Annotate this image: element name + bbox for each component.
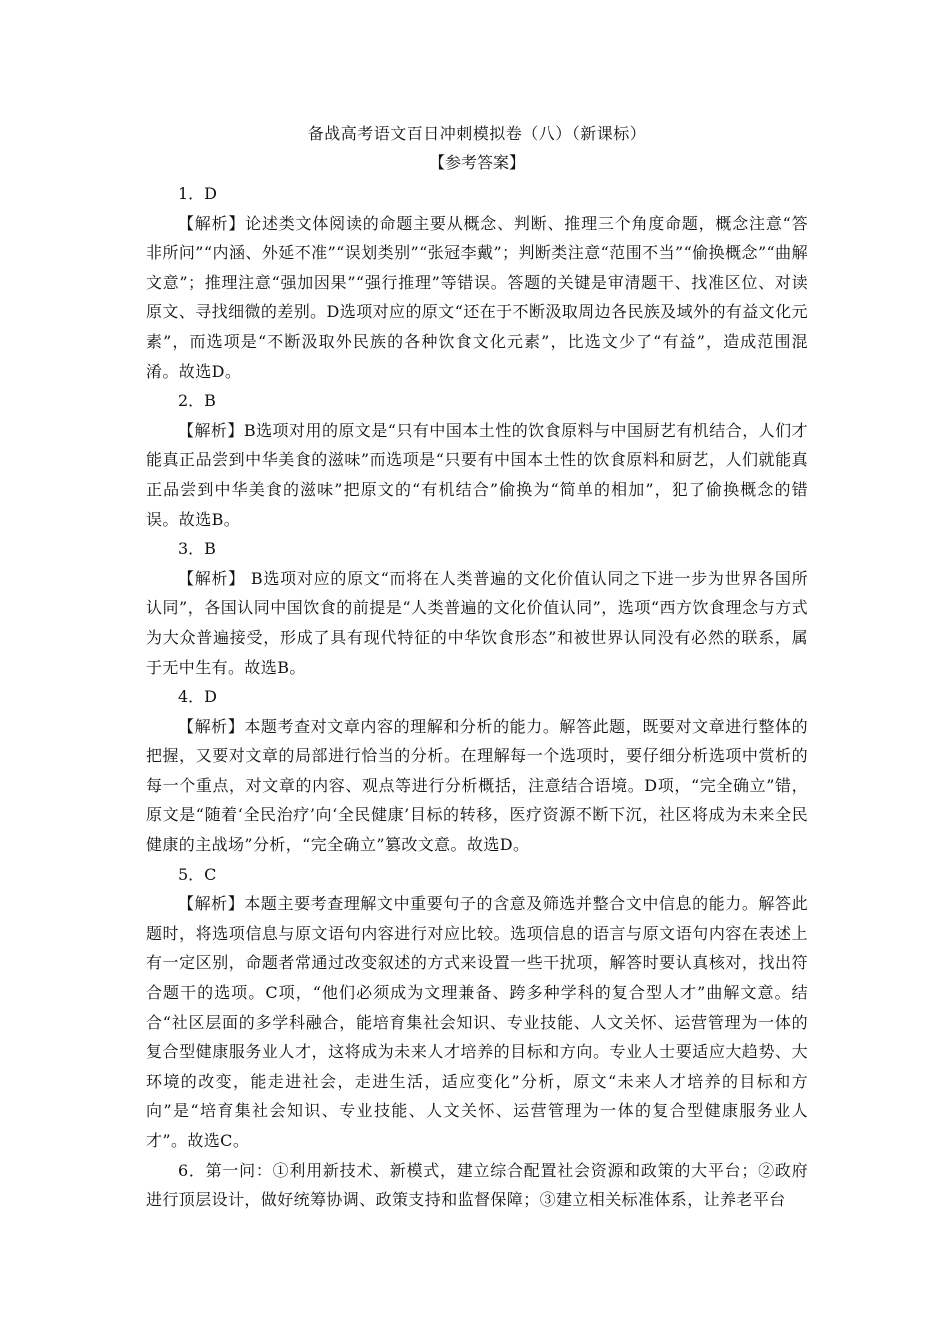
- analysis-5: 【解析】本题主要考查理解文中重要句子的含意及筛选并整合文中信息的能力。解答此题时，将选项信息与原文语句内容进行对应比较。选项信息的语言与原文语句内容在表述上有一定区别，命题者常通过改变叙述的方式来设置一些干扰项，解答时要认真核对，找出符合题干的选项。C项，“他们必须成为文理兼备、跨多种学科的复合型人才”曲解文意。结合“社区层面的多学科融合，能培育集社会知识、专业技能、人文关怀、运营管理为一体的复合型健康服务业人才，这将成为未来人才培养的目标和方向。专业人士要适应大趋势、大环境的改变，能走进社会，走进生活，适应变化”分析，原文“未来人才培养的目标和方向”是“培育集社会知识、专业技能、人文关怀、运营管理为一体的复合型健康服务业人才”。故选C。: [146, 894, 808, 1150]
- answer-4: 4．D: [178, 687, 218, 707]
- analysis-1: 【解析】论述类文体阅读的命题主要从概念、判断、推理三个角度命题，概念注意“答非所问”“内涵、外延不准”“误划类别”“张冠李戴”；判断类注意“范围不当”“偷换概念”“曲解文意”；推理注意“强加因果”“强行推理”等错误。答题的关键是审清题干、找准区位、对读原文、寻找细微的差别。D选项对应的原文“还在于不断汲取周边各民族及域外的有益文化元素”，而选项是“不断汲取外民族的各种饮食文化元素”，比选文少了“有益”，造成范围混淆。故选D。: [146, 213, 808, 381]
- question-6-answer: 6．第一问：①利用新技术、新模式，建立综合配置社会资源和政策的大平台；②政府进行顶层设计，做好统筹协调、政策支持和监督保障；③建立相关标准体系，让养老平台: [146, 1160, 808, 1210]
- answer-2: 2．B: [178, 391, 216, 411]
- answer-3: 3．B: [178, 539, 216, 559]
- analysis-4: 【解析】本题考查对文章内容的理解和分析的能力。解答此题，既要对文章进行整体的把握，又要对文章的局部进行恰当的分析。在理解每一个选项时，要仔细分析选项中赏析的每一个重点，对文章的内容、观点等进行分析概括，注意结合语境。D项，“完全确立”错，原文是“随着‘全民治疗’向‘全民健康’目标的转移，医疗资源不断下沉，社区将成为未来全民健康的主战场”分析，“完全确立”篡改文意。故选D。: [146, 716, 808, 855]
- document-title: 备战高考语文百日冲刺模拟卷（八）（新课标）: [307, 124, 647, 143]
- analysis-2: 【解析】B选项对用的原文是“只有中国本土性的饮食原料与中国厨艺有机结合，人们才能真正品尝到中华美食的滋味”而选项是“只要有中国本土性的饮食原料和厨艺，人们就能真正品尝到中华美食的滋味”把原文的“有机结合”偷换为“简单的相加”，犯了偷换概念的错误。故选B。: [146, 420, 808, 529]
- document-subtitle: 【参考答案】: [428, 153, 525, 172]
- answer-5: 5．C: [178, 864, 217, 884]
- answer-1: 1．D: [178, 184, 218, 203]
- answer-sheet: [146, 120, 808, 1215]
- analysis-3: 【解析】 B选项对应的原文“而将在人类普遍的文化价值认同之下进一步为世界各国所认同”，各国认同中国饮食的前提是“人类普遍的文化价值认同”，选项“西方饮食理念与方式为大众普遍接受，形成了具有现代特征的中华饮食形态”和被世界认同没有必然的联系，属于无中生有。故选B。: [146, 568, 808, 677]
